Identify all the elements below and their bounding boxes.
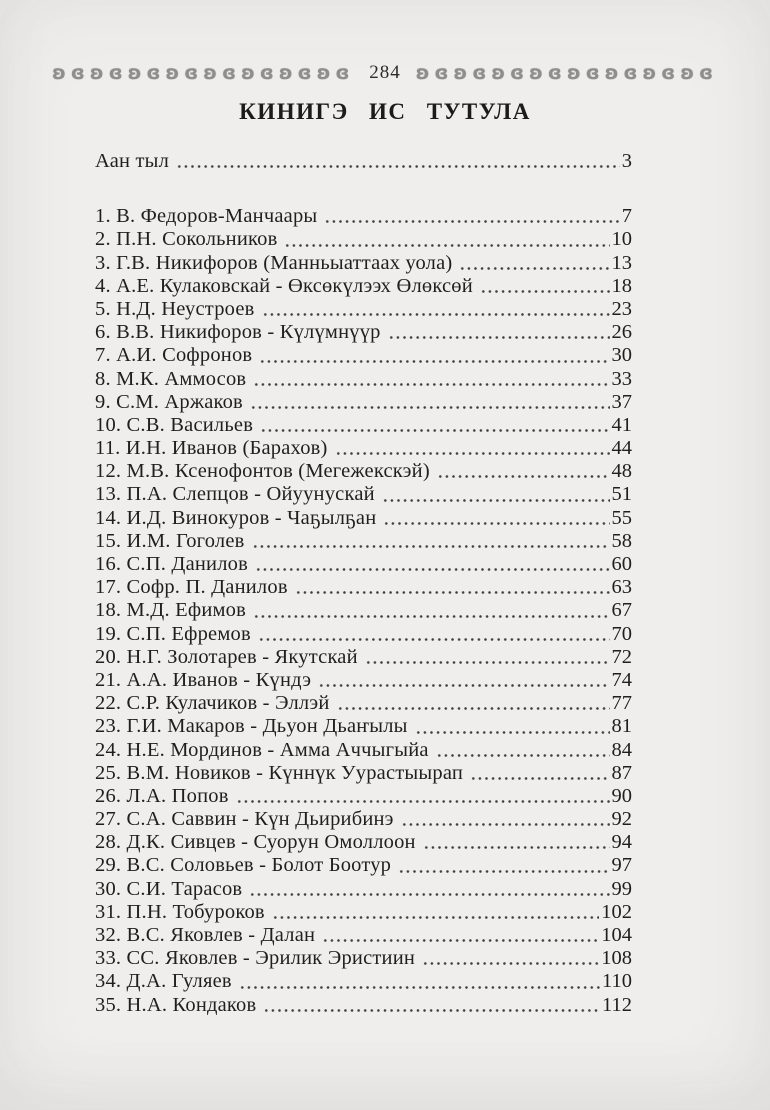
- toc-entry: [95, 924, 632, 947]
- dot-leader: [382, 486, 610, 507]
- entry-page-number: 97: [611, 854, 632, 877]
- entry-label: 20. Н.Г. Золотарев - Якутскай: [95, 645, 358, 668]
- toc-entry: [95, 228, 632, 251]
- dot-leader: [259, 347, 609, 368]
- entry-page-number: 112: [602, 993, 632, 1016]
- entry-page-number: 37: [611, 390, 632, 413]
- entry-page-number: 26: [611, 321, 632, 344]
- dot-leader: [258, 625, 610, 646]
- entry-label: 27. С.А. Саввин - Күн Дьирибинэ: [95, 808, 394, 831]
- toc-entry: [95, 947, 632, 970]
- entry-page-number: 18: [611, 274, 632, 297]
- toc-entry: [95, 762, 632, 785]
- entry-page-number: 74: [611, 668, 632, 691]
- dot-leader: [249, 880, 609, 901]
- entry-label: 7. А.И. Софронов: [95, 344, 253, 367]
- dot-leader: [318, 671, 609, 692]
- dot-leader: [423, 833, 610, 854]
- folio-page-number: 284: [369, 62, 401, 83]
- toc-entry: [95, 878, 632, 901]
- entry-page-number: 84: [611, 738, 632, 761]
- entry-label: 17. Софр. П. Данилов: [95, 576, 288, 599]
- toc-entry: [95, 391, 632, 414]
- toc-entry: [95, 854, 632, 877]
- scroll-ornament-right: ʚɞʚɞʚɞʚɞʚɞʚɞʚɞʚɞ: [415, 62, 718, 84]
- entry-page-number: 102: [601, 900, 632, 923]
- entry-label: 13. П.А. Слепцов - Ойуунускай: [95, 483, 375, 506]
- dot-leader: [253, 602, 609, 623]
- toc-entry-list: [95, 205, 632, 1017]
- toc-entry: [95, 530, 632, 553]
- toc-entry: [95, 414, 632, 437]
- entry-label: 16. С.П. Данилов: [95, 553, 248, 575]
- entry-page-number: 51: [611, 483, 632, 506]
- entry-label: 6. В.В. Никифоров - Күлүмнүүр: [95, 321, 381, 344]
- entry-page-number: 72: [611, 645, 632, 668]
- toc-entry: [95, 321, 632, 344]
- entry-label: 26. Л.А. Попов: [95, 784, 229, 807]
- dot-leader: [322, 926, 599, 947]
- toc-entry: [95, 785, 632, 808]
- dot-leader: [324, 207, 619, 228]
- entry-label: 29. В.С. Соловьев - Болот Боотур: [95, 854, 392, 877]
- dot-leader: [262, 300, 610, 321]
- entry-page-number: 90: [611, 784, 632, 807]
- dot-leader: [388, 323, 610, 344]
- toc-entry: [95, 275, 632, 298]
- entry-page-number: 104: [601, 924, 632, 946]
- entry-page-number: 94: [611, 831, 632, 854]
- toc-entry: [95, 460, 632, 483]
- toc-entry: [95, 739, 632, 762]
- toc-entry: [95, 599, 632, 622]
- toc-entry-preface: [95, 150, 632, 173]
- entry-page-number: 110: [602, 970, 632, 993]
- entry-page-number: 92: [611, 808, 632, 831]
- dot-leader: [337, 694, 610, 715]
- entry-label: 4. А.Е. Кулаковскай - Өксөкүлээх Өлөксөй: [95, 274, 473, 297]
- dot-leader: [252, 532, 610, 553]
- page-title: КИНИГЭ ИС ТУТУЛА: [239, 99, 531, 124]
- toc-entry: [95, 507, 632, 530]
- entry-label: 31. П.Н. Тобуроков: [95, 900, 265, 923]
- entry-label: 8. М.К. Аммосов: [95, 367, 247, 390]
- dot-leader: [401, 810, 610, 831]
- entry-label: 18. М.Д. Ефимов: [95, 599, 247, 622]
- dot-leader: [335, 439, 610, 460]
- entry-page-number: 48: [611, 460, 632, 483]
- entry-page-number: 77: [611, 692, 632, 715]
- entry-page-number: 60: [611, 553, 632, 575]
- toc-entry: [95, 831, 632, 854]
- table-of-contents: [95, 150, 632, 1017]
- toc-entry: [95, 715, 632, 738]
- entry-label: 12. М.В. Ксенофонтов (Мегежекскэй): [95, 460, 430, 483]
- entry-page-number: 7: [621, 205, 632, 228]
- dot-leader: [365, 648, 610, 669]
- toc-entry: [95, 901, 632, 924]
- dot-leader: [250, 393, 610, 414]
- dot-leader: [295, 578, 610, 599]
- entry-label: 9. С.М. Аржаков: [95, 390, 243, 413]
- entry-label: 2. П.Н. Сокольников: [95, 228, 278, 251]
- page-header: [52, 0, 718, 84]
- dot-leader: [398, 857, 609, 878]
- entry-label: 21. А.А. Иванов - Күндэ: [95, 668, 312, 691]
- entry-page-number: 67: [611, 599, 632, 622]
- dot-leader: [236, 787, 610, 808]
- entry-label: 5. Н.Д. Неустроев: [95, 297, 255, 320]
- dot-leader: [272, 903, 599, 924]
- entry-label: 25. В.М. Новиков - Күннүк Уурастыырап: [95, 761, 464, 784]
- dot-leader: [415, 718, 610, 739]
- entry-label: 24. Н.Е. Мординов - Амма Аччыгыйа: [95, 738, 429, 761]
- toc-entry: [95, 994, 632, 1017]
- entry-page-number: 99: [611, 877, 632, 900]
- dot-leader: [284, 231, 609, 252]
- entry-label: 1. В. Федоров-Манчаары: [95, 205, 318, 228]
- entry-page-number: 58: [611, 529, 632, 552]
- entry-page-number: 41: [611, 413, 632, 436]
- entry-label: 11. И.Н. Иванов (Барахов): [95, 437, 328, 460]
- entry-label: 15. И.М. Гоголев: [95, 529, 245, 552]
- entry-label: Аан тыл: [95, 150, 170, 172]
- toc-entry: [95, 344, 632, 367]
- toc-entry: [95, 252, 632, 275]
- entry-page-number: 44: [611, 437, 632, 460]
- toc-entry: [95, 437, 632, 460]
- entry-page-number: 33: [611, 367, 632, 390]
- entry-label: 22. С.Р. Кулачиков - Эллэй: [95, 692, 330, 715]
- entry-label: 10. С.В. Васильев: [95, 413, 254, 436]
- dot-leader: [263, 996, 600, 1017]
- entry-page-number: 3: [621, 150, 632, 172]
- toc-entry: [95, 553, 632, 576]
- dot-leader: [470, 764, 609, 785]
- entry-page-number: 63: [611, 576, 632, 599]
- scroll-ornament-left: ʚɞʚɞʚɞʚɞʚɞʚɞʚɞʚɞ: [52, 62, 355, 84]
- entry-label: 28. Д.К. Сивцев - Суорун Омоллоон: [95, 831, 416, 854]
- dot-leader: [176, 152, 620, 173]
- dot-leader: [239, 973, 600, 994]
- entry-label: 3. Г.В. Никифоров (Манньыаттаах уола): [95, 251, 453, 274]
- dot-leader: [437, 462, 610, 483]
- entry-page-number: 13: [611, 251, 632, 274]
- dot-leader: [480, 277, 610, 298]
- toc-entry: [95, 808, 632, 831]
- entry-page-number: 23: [611, 297, 632, 320]
- entry-page-number: 30: [611, 344, 632, 367]
- toc-entry: [95, 576, 632, 599]
- toc-entry: [95, 298, 632, 321]
- dot-leader: [459, 254, 609, 275]
- entry-label: 23. Г.И. Макаров - Дьуон Дьаҥылы: [95, 715, 408, 738]
- toc-entry: [95, 623, 632, 646]
- entry-page-number: 81: [611, 715, 632, 738]
- dot-leader: [253, 370, 609, 391]
- dot-leader: [260, 416, 609, 437]
- entry-label: 35. Н.А. Кондаков: [95, 993, 257, 1016]
- entry-label: 19. С.П. Ефремов: [95, 622, 251, 645]
- toc-entry: [95, 368, 632, 391]
- dot-leader: [383, 509, 609, 530]
- entry-page-number: 87: [611, 761, 632, 784]
- toc-entry: [95, 205, 632, 228]
- dot-leader: [436, 741, 610, 762]
- entry-page-number: 55: [611, 506, 632, 529]
- entry-label: 32. В.С. Яковлев - Далан: [95, 924, 316, 946]
- dot-leader: [422, 949, 599, 970]
- entry-label: 14. И.Д. Винокуров - Чаҕылҕан: [95, 506, 377, 529]
- dot-leader: [255, 555, 610, 576]
- toc-entry: [95, 669, 632, 692]
- entry-page-number: 70: [611, 622, 632, 645]
- toc-entry: [95, 692, 632, 715]
- entry-label: 33. СС. Яковлев - Эрилик Эристиин: [95, 947, 416, 970]
- entry-label: 34. Д.А. Гуляев: [95, 970, 232, 993]
- entry-page-number: 108: [601, 947, 632, 970]
- toc-entry: [95, 970, 632, 993]
- toc-entry: [95, 483, 632, 506]
- entry-label: 30. С.И. Тарасов: [95, 877, 243, 900]
- entry-page-number: 10: [611, 228, 632, 251]
- toc-entry: [95, 646, 632, 669]
